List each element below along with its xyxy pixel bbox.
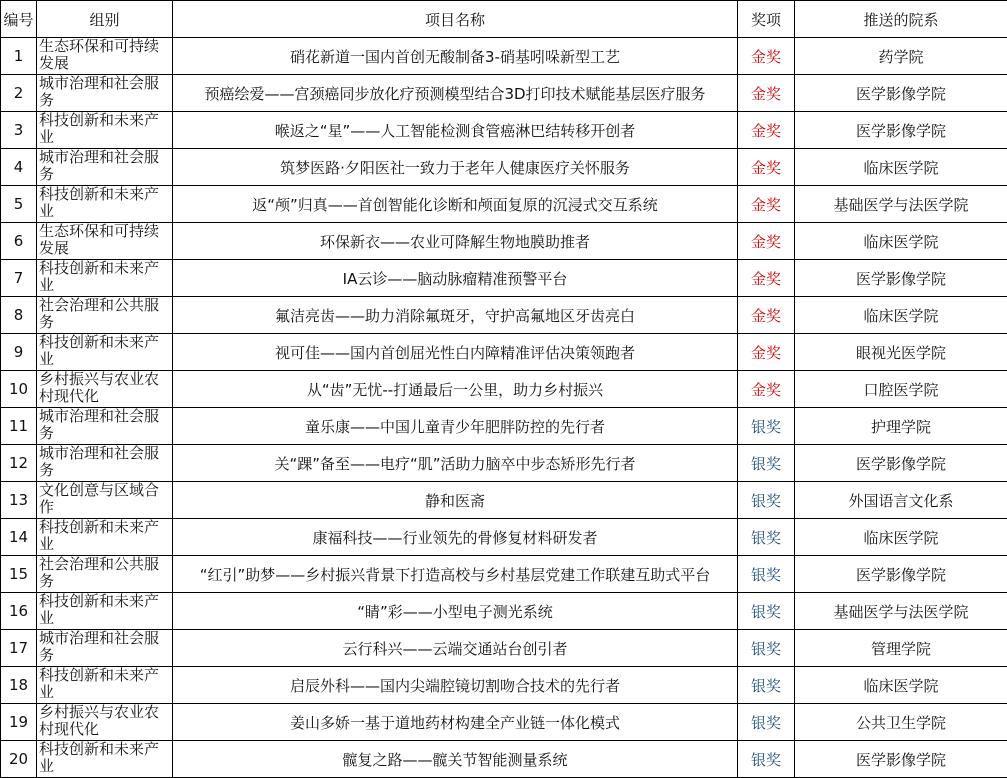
cell-group[interactable]: 科技创新和未来产业 [37, 741, 173, 778]
cell-award[interactable]: 银奖 [738, 408, 795, 445]
table-row [1, 149, 1007, 186]
cell-award[interactable]: 金奖 [738, 38, 795, 75]
cell-project[interactable]: IA云诊——脑动脉瘤精准预警平台 [173, 260, 738, 297]
cell-school[interactable]: 临床医学院 [795, 223, 1007, 260]
cell-no[interactable]: 19 [1, 704, 37, 741]
cell-project[interactable]: 氟洁亮齿——助力消除氟斑牙，守护高氟地区牙齿亮白 [173, 297, 738, 334]
cell-group[interactable]: 乡村振兴与农业农村现代化 [37, 704, 173, 741]
cell-award[interactable]: 金奖 [738, 186, 795, 223]
cell-group[interactable]: 社会治理和公共服务 [37, 297, 173, 334]
cell-no[interactable]: 2 [1, 75, 37, 112]
cell-project[interactable]: 筑梦医路·夕阳医社一致力于老年人健康医疗关怀服务 [173, 149, 738, 186]
cell-no[interactable]: 4 [1, 149, 37, 186]
cell-school[interactable]: 外国语言文化系 [795, 482, 1007, 519]
cell-school[interactable]: 临床医学院 [795, 519, 1007, 556]
table-row [1, 223, 1007, 260]
cell-project[interactable]: 髋复之路——髋关节智能测量系统 [173, 741, 738, 778]
cell-project[interactable]: “睛”彩——小型电子测光系统 [173, 593, 738, 630]
cell-school[interactable]: 临床医学院 [795, 149, 1007, 186]
table-row [1, 519, 1007, 556]
table-row [1, 667, 1007, 704]
cell-award[interactable]: 金奖 [738, 112, 795, 149]
cell-project[interactable]: 喉返之“星”——人工智能检测食管癌淋巴结转移开创者 [173, 112, 738, 149]
cell-award[interactable]: 金奖 [738, 149, 795, 186]
cell-school[interactable]: 医学影像学院 [795, 741, 1007, 778]
cell-no[interactable]: 12 [1, 445, 37, 482]
cell-project[interactable]: 环保新衣——农业可降解生物地膜助推者 [173, 223, 738, 260]
table-row [1, 704, 1007, 741]
cell-award[interactable]: 银奖 [738, 519, 795, 556]
table-body [1, 1, 1007, 778]
cell-no[interactable]: 20 [1, 741, 37, 778]
header-school[interactable]: 推送的院系 [795, 1, 1007, 38]
cell-award[interactable]: 银奖 [738, 630, 795, 667]
cell-school[interactable]: 眼视光医学院 [795, 334, 1007, 371]
cell-project[interactable]: “红引”助梦——乡村振兴背景下打造高校与乡村基层党建工作联建互助式平台 [173, 556, 738, 593]
cell-group[interactable]: 生态环保和可持续发展 [37, 38, 173, 75]
cell-no[interactable]: 1 [1, 38, 37, 75]
cell-group[interactable]: 科技创新和未来产业 [37, 667, 173, 704]
cell-project[interactable]: 视可佳——国内首创屈光性白内障精准评估决策领跑者 [173, 334, 738, 371]
table-row [1, 371, 1007, 408]
cell-project[interactable]: 静和医斋 [173, 482, 738, 519]
cell-no[interactable]: 14 [1, 519, 37, 556]
cell-group[interactable]: 城市治理和社会服务 [37, 630, 173, 667]
cell-no[interactable]: 10 [1, 371, 37, 408]
cell-award[interactable]: 金奖 [738, 223, 795, 260]
table-row [1, 630, 1007, 667]
cell-award[interactable]: 金奖 [738, 334, 795, 371]
cell-award[interactable]: 银奖 [738, 593, 795, 630]
table-row [1, 334, 1007, 371]
cell-award[interactable]: 金奖 [738, 75, 795, 112]
cell-school[interactable]: 医学影像学院 [795, 445, 1007, 482]
cell-group[interactable]: 社会治理和公共服务 [37, 556, 173, 593]
cell-group[interactable]: 乡村振兴与农业农村现代化 [37, 371, 173, 408]
table-row [1, 260, 1007, 297]
cell-no[interactable]: 13 [1, 482, 37, 519]
cell-award[interactable]: 银奖 [738, 667, 795, 704]
table-row [1, 75, 1007, 112]
cell-group[interactable]: 科技创新和未来产业 [37, 334, 173, 371]
cell-no[interactable]: 16 [1, 593, 37, 630]
table-row [1, 297, 1007, 334]
cell-school[interactable]: 医学影像学院 [795, 75, 1007, 112]
cell-project[interactable]: 返“颅”归真——首创智能化诊断和颅面复原的沉浸式交互系统 [173, 186, 738, 223]
cell-project[interactable]: 云行科兴——云端交通站台创引者 [173, 630, 738, 667]
cell-school[interactable]: 护理学院 [795, 408, 1007, 445]
cell-project[interactable]: 启辰外科——国内尖端腔镜切割吻合技术的先行者 [173, 667, 738, 704]
table-row [1, 482, 1007, 519]
cell-group[interactable]: 科技创新和未来产业 [37, 593, 173, 630]
cell-no[interactable]: 15 [1, 556, 37, 593]
cell-group[interactable]: 科技创新和未来产业 [37, 519, 173, 556]
cell-no[interactable]: 17 [1, 630, 37, 667]
table-row [1, 112, 1007, 149]
header-row [1, 1, 1007, 38]
cell-school[interactable]: 临床医学院 [795, 667, 1007, 704]
cell-project[interactable]: 姜山多娇一基于道地药材构建全产业链一体化模式 [173, 704, 738, 741]
cell-school[interactable]: 基础医学与法医学院 [795, 593, 1007, 630]
cell-award[interactable]: 银奖 [738, 482, 795, 519]
cell-award[interactable]: 银奖 [738, 556, 795, 593]
cell-group[interactable]: 科技创新和未来产业 [37, 112, 173, 149]
cell-project[interactable]: 硝花新道一国内首创无酸制备3-硝基吲哚新型工艺 [173, 38, 738, 75]
cell-no[interactable]: 9 [1, 334, 37, 371]
cell-project[interactable]: 关“踝”备至——电疗“肌”活助力脑卒中步态矫形先行者 [173, 445, 738, 482]
cell-project[interactable]: 童乐康——中国儿童青少年肥胖防控的先行者 [173, 408, 738, 445]
cell-no[interactable]: 8 [1, 297, 37, 334]
cell-no[interactable]: 7 [1, 260, 37, 297]
table-row [1, 186, 1007, 223]
cell-group[interactable]: 城市治理和社会服务 [37, 75, 173, 112]
cell-no[interactable]: 18 [1, 667, 37, 704]
cell-group[interactable]: 文化创意与区域合作 [37, 482, 173, 519]
cell-award[interactable]: 银奖 [738, 445, 795, 482]
cell-group[interactable]: 城市治理和社会服务 [37, 408, 173, 445]
cell-no[interactable]: 5 [1, 186, 37, 223]
cell-school[interactable]: 医学影像学院 [795, 112, 1007, 149]
cell-school[interactable]: 临床医学院 [795, 297, 1007, 334]
cell-award[interactable]: 金奖 [738, 260, 795, 297]
cell-award[interactable]: 银奖 [738, 741, 795, 778]
table-row [1, 556, 1007, 593]
cell-no[interactable]: 11 [1, 408, 37, 445]
cell-award[interactable]: 金奖 [738, 297, 795, 334]
cell-school[interactable]: 公共卫生学院 [795, 704, 1007, 741]
cell-no[interactable]: 3 [1, 112, 37, 149]
cell-group[interactable]: 科技创新和未来产业 [37, 260, 173, 297]
cell-group[interactable]: 城市治理和社会服务 [37, 149, 173, 186]
header-no[interactable]: 编号 [1, 1, 37, 38]
cell-no[interactable]: 6 [1, 223, 37, 260]
cell-school[interactable]: 药学院 [795, 38, 1007, 75]
cell-group[interactable]: 城市治理和社会服务 [37, 445, 173, 482]
table-row [1, 593, 1007, 630]
table-row [1, 408, 1007, 445]
table-row [1, 741, 1007, 778]
cell-school[interactable]: 基础医学与法医学院 [795, 186, 1007, 223]
table-row [1, 445, 1007, 482]
cell-award[interactable]: 银奖 [738, 704, 795, 741]
cell-award[interactable]: 金奖 [738, 371, 795, 408]
cell-group[interactable]: 科技创新和未来产业 [37, 186, 173, 223]
table-row [1, 38, 1007, 75]
cell-project[interactable]: 康福科技——行业领先的骨修复材料研发者 [173, 519, 738, 556]
cell-project[interactable]: 预癌绘爱——宫颈癌同步放化疗预测模型结合3D打印技术赋能基层医疗服务 [173, 75, 738, 112]
header-project[interactable]: 项目名称 [173, 1, 738, 38]
cell-school[interactable]: 医学影像学院 [795, 260, 1007, 297]
header-award[interactable]: 奖项 [738, 1, 795, 38]
cell-school[interactable]: 医学影像学院 [795, 556, 1007, 593]
cell-group[interactable]: 生态环保和可持续发展 [37, 223, 173, 260]
header-group[interactable]: 组别 [37, 1, 173, 38]
cell-project[interactable]: 从“齿”无忧--打通最后一公里，助力乡村振兴 [173, 371, 738, 408]
cell-school[interactable]: 口腔医学院 [795, 371, 1007, 408]
cell-school[interactable]: 管理学院 [795, 630, 1007, 667]
